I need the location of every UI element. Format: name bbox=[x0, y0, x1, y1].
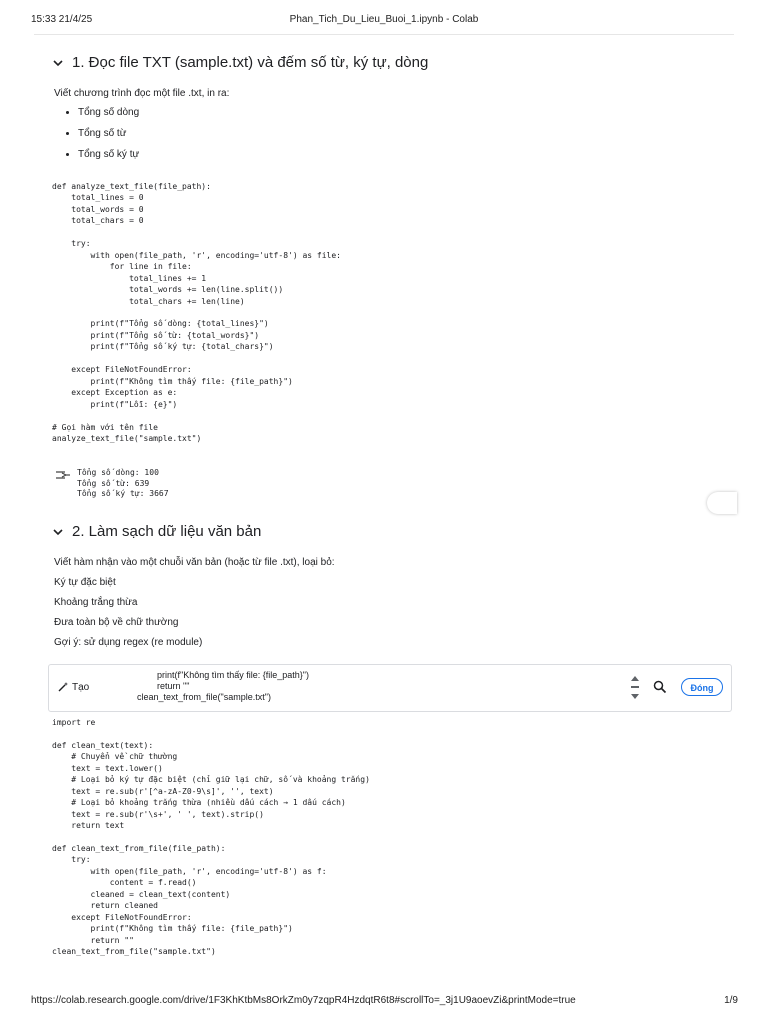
up-down-arrows-icon[interactable] bbox=[629, 673, 641, 703]
section2-markdown bbox=[54, 557, 335, 657]
side-panel-handle[interactable] bbox=[707, 492, 737, 514]
list-item: • Tổng số ký tự bbox=[78, 148, 229, 169]
section2-intro: Viết hàm nhận vào một chuỗi văn bản (hoặc từ file .txt), loại bỏ: bbox=[54, 557, 335, 568]
section1-output: Tổng số dòng: 100 Tổng số từ: 639 Tổng số ký tự: 3667 bbox=[77, 468, 169, 498]
generate-bar bbox=[48, 664, 732, 712]
page-number: 1/9 bbox=[724, 995, 738, 1006]
list-item: • Tổng số dòng bbox=[78, 106, 229, 127]
generate-snippet[interactable]: print(f"Không tìm thấy file: {file_path}") return "" clean_text_from_file("sample.txt") bbox=[137, 670, 309, 702]
generate-button[interactable] bbox=[57, 681, 89, 693]
close-button[interactable]: Đóng bbox=[681, 678, 723, 696]
print-url: https://colab.research.google.com/drive/1F3KhKtbMs8OrkZm0y7zqpR4HzdqtR6t8#scrollTo=_3j1U9aoevZi&printMode=true bbox=[31, 995, 576, 1006]
section2-heading[interactable] bbox=[50, 523, 261, 540]
search-icon[interactable] bbox=[653, 680, 667, 694]
generate-label: Tạo bbox=[72, 681, 90, 693]
list-item: Gợi ý: sử dụng regex (re module) bbox=[54, 637, 203, 648]
list-item: Ký tự đặc biệt bbox=[54, 577, 116, 588]
section1-markdown bbox=[54, 88, 229, 169]
chevron-down-icon[interactable] bbox=[50, 524, 66, 540]
section2-code-cell[interactable]: import re def clean_text(text): # Chuyển về chữ thường text = text.lower() # Loại bỏ ký tự đặc biệt (chỉ giữ lại chữ, số và khoảng trắng) text = re.sub(r'[^a-zA-Z0-9\s]', '', text) # Loại bỏ khoảng trắng thừa (nhiều dấu cách → 1 dấu cách) text = re.sub(r'\s+', ' ', text).strip() return text def clean_text_from_file(file_path): try: with open(file_path, 'r', encoding='utf-8') as f: content = f.read() cleaned = clean_text(content) return cleaned except FileNotFoundError: print(f"Không tìm thấy file: {file_path}") return "" clean_text_from_file("sample.txt") bbox=[52, 718, 370, 957]
section2-title: 2. Làm sạch dữ liệu văn bản bbox=[72, 523, 262, 540]
section1-intro: Viết chương trình đọc một file .txt, in ra: bbox=[54, 88, 230, 99]
magic-wand-icon bbox=[57, 681, 69, 693]
section1-code-cell[interactable]: def analyze_text_file(file_path): total_lines = 0 total_words = 0 total_chars = 0 try: with open(file_path, 'r', encoding='utf-8') as file: for line in file: total_lines += 1 total_words += len(line.split()) total_chars += len(line) print(f"Tổng số dòng: {total_lines}") print(f"Tổng số từ: {total_words}") print(f"Tổng số ký tự: {total_chars}") except FileNotFoundError: print(f"Không tìm thấy file: {file_path}") except Exception as e: print(f"Lỗi: {e}") # Gọi hàm với tên file analyze_text_file("sample.txt") bbox=[52, 182, 341, 443]
print-header bbox=[0, 14, 768, 28]
section1-heading[interactable] bbox=[50, 54, 428, 71]
header-divider bbox=[34, 34, 734, 35]
output-toggle-icon[interactable] bbox=[55, 469, 71, 481]
list-item: • Tổng số từ bbox=[78, 127, 229, 148]
print-datetime: 15:33 21/4/25 bbox=[31, 14, 93, 25]
section1-bullets bbox=[54, 106, 229, 169]
list-item: Khoảng trắng thừa bbox=[54, 597, 138, 608]
chevron-down-icon[interactable] bbox=[50, 55, 66, 71]
section1-title: 1. Đọc file TXT (sample.txt) và đếm số từ, ký tự, dòng bbox=[72, 54, 429, 71]
list-item: Đưa toàn bộ về chữ thường bbox=[54, 617, 179, 628]
print-doc-title: Phan_Tich_Du_Lieu_Buoi_1.ipynb - Colab bbox=[289, 14, 479, 25]
